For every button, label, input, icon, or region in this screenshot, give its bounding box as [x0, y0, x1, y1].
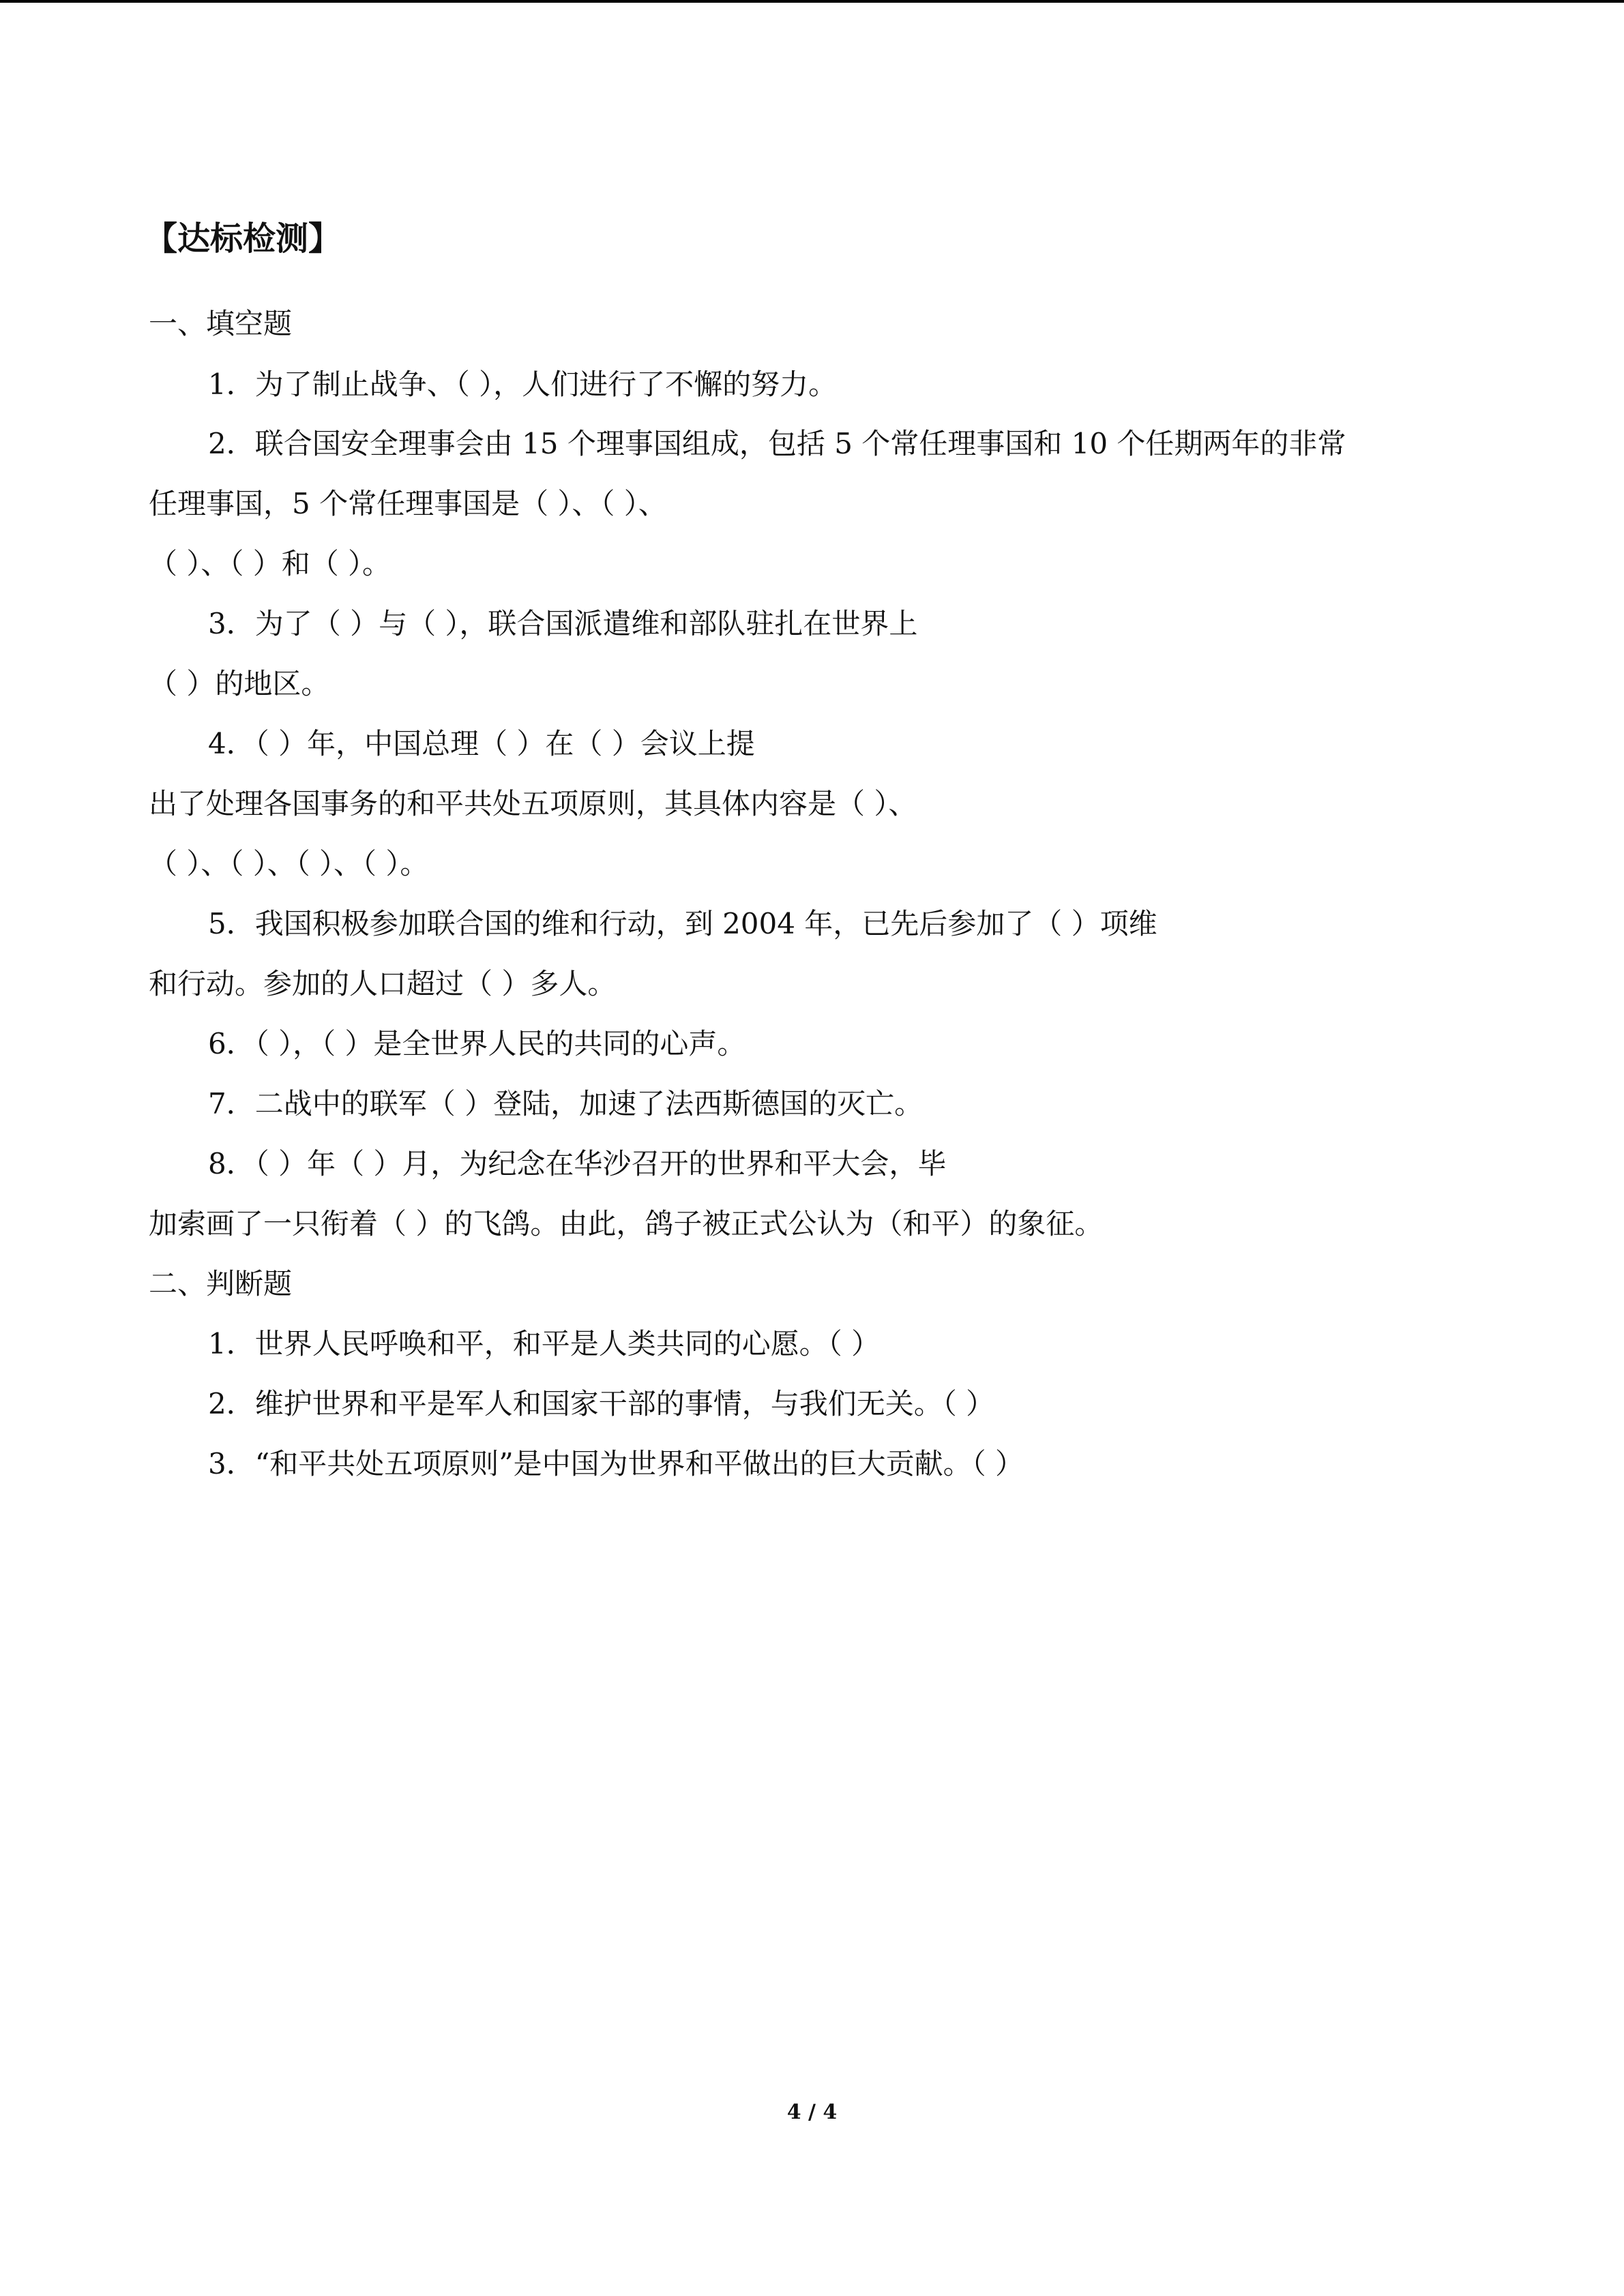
question-2-line-1: 2．联合国安全理事会由 15 个理事国组成，包括 5 个常任理事国和 10 个任期两年的非常: [208, 427, 1346, 460]
judgment-3: 3．“和平共处五项原则”是中国为世界和平做出的巨大贡献。（ ）: [208, 1447, 1024, 1480]
question-4-line-2: 出了处理各国事务的和平共处五项原则，其具体内容是（ ）、: [149, 787, 917, 820]
question-8-line-1: 8．（ ）年（ ）月，为纪念在华沙召开的世界和平大会，毕: [208, 1147, 947, 1180]
question-5-line-1: 5．我国积极参加联合国的维和行动，到 2004 年，已先后参加了（ ）项维: [208, 907, 1157, 940]
question-3-line-2: （ ）的地区。: [149, 667, 330, 700]
question-7-line-1: 7．二战中的联军（ ）登陆，加速了法西斯德国的灭亡。: [208, 1087, 924, 1120]
section-title-fill-blank: 一、填空题: [149, 307, 293, 340]
judgment-2: 2．维护世界和平是军人和国家干部的事情，与我们无关。（ ）: [208, 1387, 995, 1420]
page-number: 4 / 4: [786, 2100, 838, 2124]
judgment-1: 1．世界人民呼唤和平，和平是人类共同的心愿。（ ）: [208, 1327, 881, 1360]
question-5-line-2: 和行动。参加的人口超过（ ）多人。: [149, 967, 617, 1000]
question-1-line-1: 1．为了制止战争、（ ），人们进行了不懈的努力。: [208, 368, 838, 401]
section-heading: 【达标检测】: [145, 220, 342, 258]
question-4-line-3: （ ）、（ ）、（ ）、（ ）。: [149, 847, 429, 880]
question-8-line-2: 加索画了一只衔着（ ）的飞鸽。由此，鸽子被正式公认为（和平）的象征。: [149, 1207, 1104, 1240]
section-title-true-false: 二、判断题: [149, 1267, 293, 1300]
question-2-line-3: （ ）、（ ）和（ ）。: [149, 547, 392, 580]
page-top-border: [0, 0, 1624, 3]
question-4-line-1: 4．（ ）年，中国总理（ ）在（ ）会议上提: [208, 727, 755, 760]
question-6-line-1: 6．（ ），（ ）是全世界人民的共同的心声。: [208, 1027, 746, 1060]
question-3-line-1: 3．为了（ ）与（ ），联合国派遣维和部队驻扎在世界上: [208, 607, 918, 640]
question-2-line-2: 任理事国，5 个常任理事国是（ ）、（ ）、: [149, 487, 667, 520]
